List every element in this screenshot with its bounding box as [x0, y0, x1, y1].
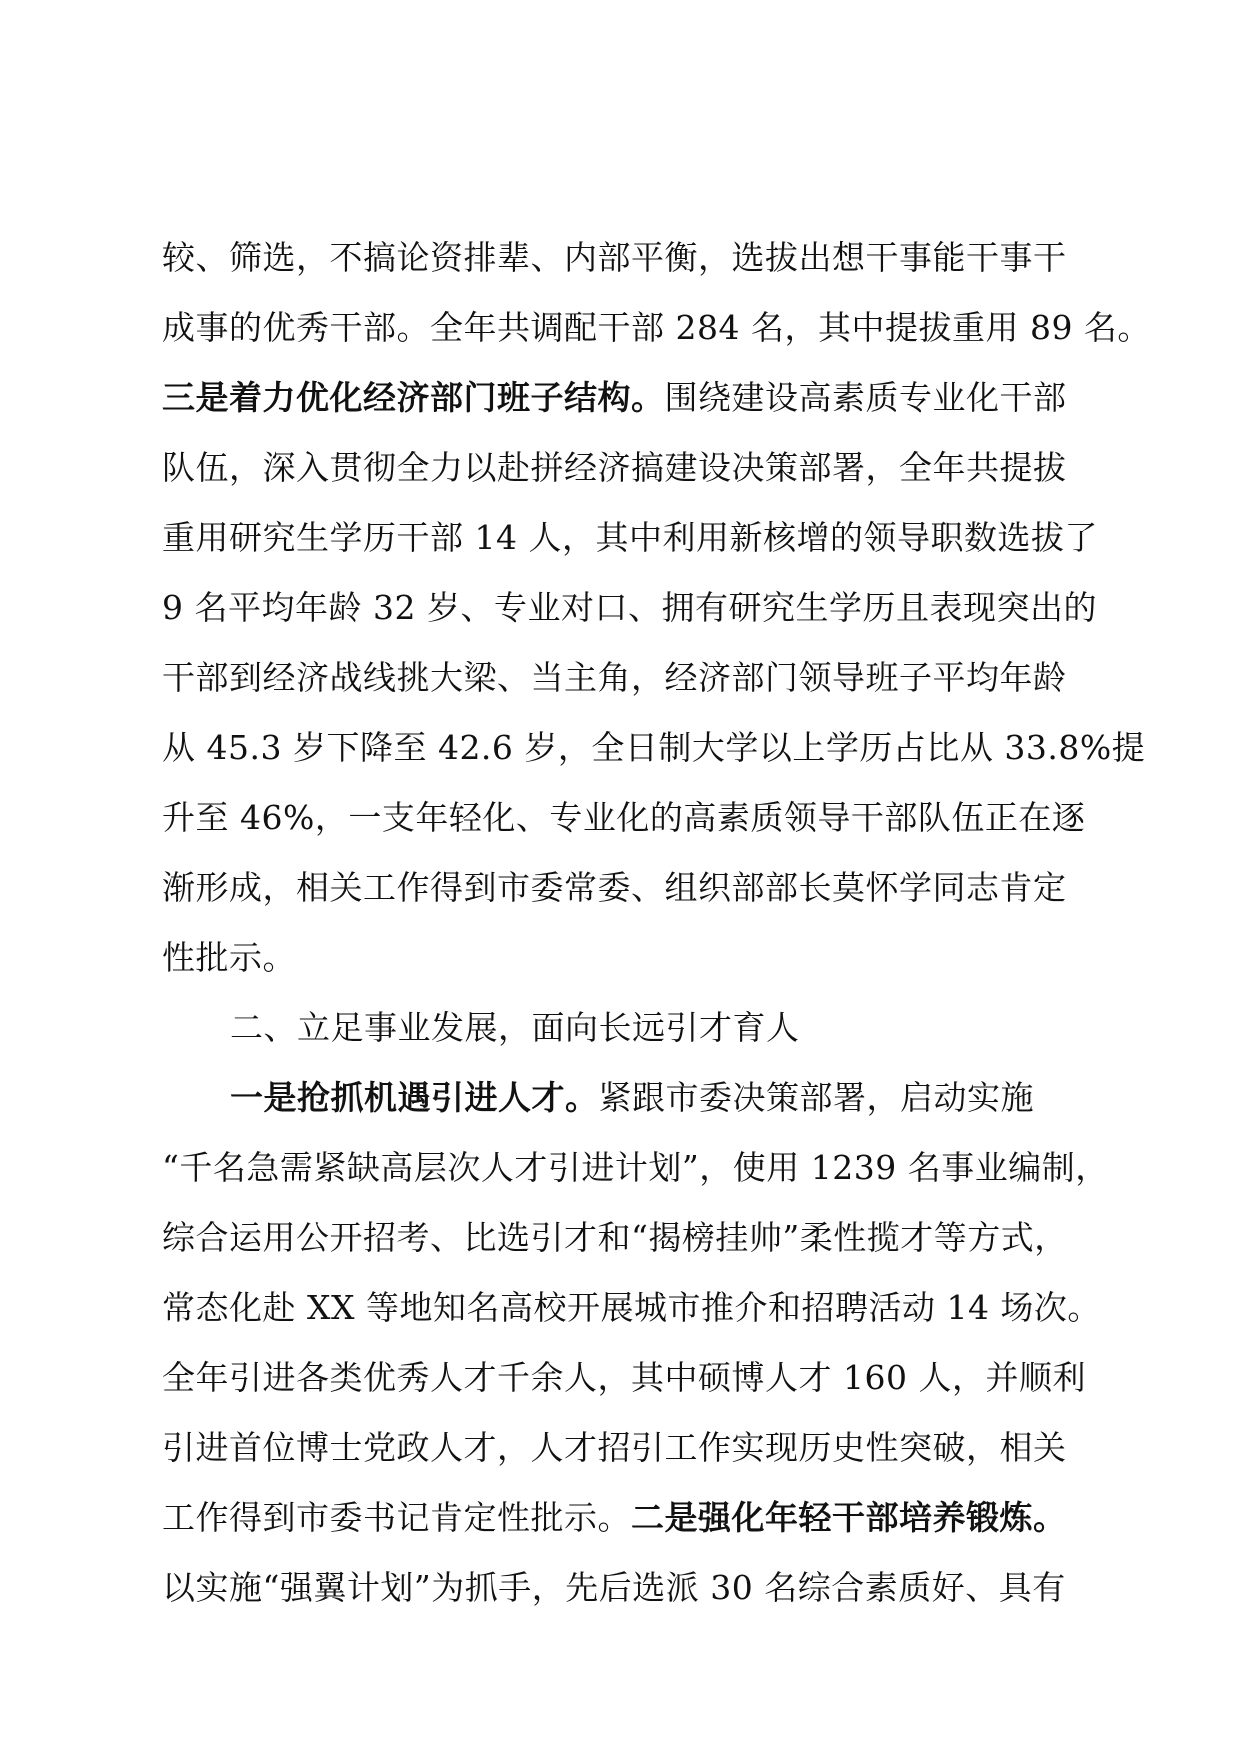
text-segment: “千名急需紧缺高层次人才引进计划”，使用 1239 名事业编制， — [162, 1148, 1109, 1187]
text-line — [162, 573, 1097, 643]
text-line — [162, 363, 1092, 433]
text-segment: 队伍，深入贯彻全力以赴拼经济搞建设决策部署，全年共提拔 — [162, 448, 1067, 487]
bold-lead-phrase: 一是抢抓机遇引进人才。 — [230, 1078, 599, 1117]
text-line — [162, 643, 1092, 713]
text-segment: 围绕建设高素质专业化干部 — [664, 378, 1067, 417]
text-line — [162, 1553, 1092, 1623]
text-line — [162, 1483, 1092, 1553]
text-line — [162, 1203, 1092, 1273]
text-segment: 成事的优秀干部。全年共调配干部 284 名，其中提拔重用 89 名。 — [162, 308, 1151, 347]
text-segment: 紧跟市委决策部署，启动实施 — [598, 1078, 1034, 1117]
text-segment: 重用研究生学历干部 14 人，其中利用新核增的领导职数选拔了 — [162, 518, 1098, 557]
text-line — [162, 503, 1098, 573]
text-segment: 常态化赴 XX 等地知名高校开展城市推介和招聘活动 14 场次。 — [162, 1288, 1101, 1327]
bold-lead-phrase: 三是着力优化经济部门班子结构。 — [162, 378, 665, 417]
text-line — [162, 783, 1092, 853]
document-body — [162, 223, 1151, 1623]
text-segment: 工作得到市委书记肯定性批示。 — [162, 1498, 631, 1537]
text-segment: 引进首位博士党政人才，人才招引工作实现历史性突破，相关 — [162, 1428, 1067, 1467]
text-line — [162, 853, 1092, 923]
text-line — [162, 1343, 1092, 1413]
text-segment: 渐形成，相关工作得到市委常委、组织部部长莫怀学同志肯定 — [162, 868, 1067, 907]
text-line — [162, 923, 1092, 993]
text-segment: 二、立足事业发展，面向长远引才育人 — [230, 1008, 800, 1047]
text-segment: 综合运用公开招考、比选引才和“揭榜挂帅”柔性揽才等方式， — [162, 1218, 1068, 1257]
text-line — [162, 223, 1092, 293]
text-line — [162, 433, 1092, 503]
section-heading — [162, 993, 1092, 1063]
text-line — [162, 713, 1146, 783]
text-line — [162, 1063, 1092, 1133]
text-segment: 9 名平均年龄 32 岁、专业对口、拥有研究生学历且表现突出的 — [162, 588, 1097, 627]
text-segment: 性批示。 — [162, 938, 296, 977]
text-line — [162, 1413, 1092, 1483]
text-line — [162, 293, 1151, 363]
text-segment: 从 45.3 岁下降至 42.6 岁，全日制大学以上学历占比从 33.8%提 — [162, 728, 1146, 767]
text-segment: 以实施“强翼计划”为抓手，先后选派 30 名综合素质好、具有 — [162, 1568, 1066, 1607]
text-segment: 全年引进各类优秀人才千余人，其中硕博人才 160 人，并顺利 — [162, 1358, 1086, 1397]
text-segment: 较、筛选，不搞论资排辈、内部平衡，选拔出想干事能干事干 — [162, 238, 1067, 277]
text-line — [162, 1133, 1109, 1203]
bold-lead-phrase: 二是强化年轻干部培养锻炼。 — [631, 1498, 1067, 1537]
text-segment: 升至 46%，一支年轻化、专业化的高素质领导干部队伍正在逐 — [162, 798, 1086, 837]
text-line — [162, 1273, 1101, 1343]
text-segment: 干部到经济战线挑大梁、当主角，经济部门领导班子平均年龄 — [162, 658, 1067, 697]
